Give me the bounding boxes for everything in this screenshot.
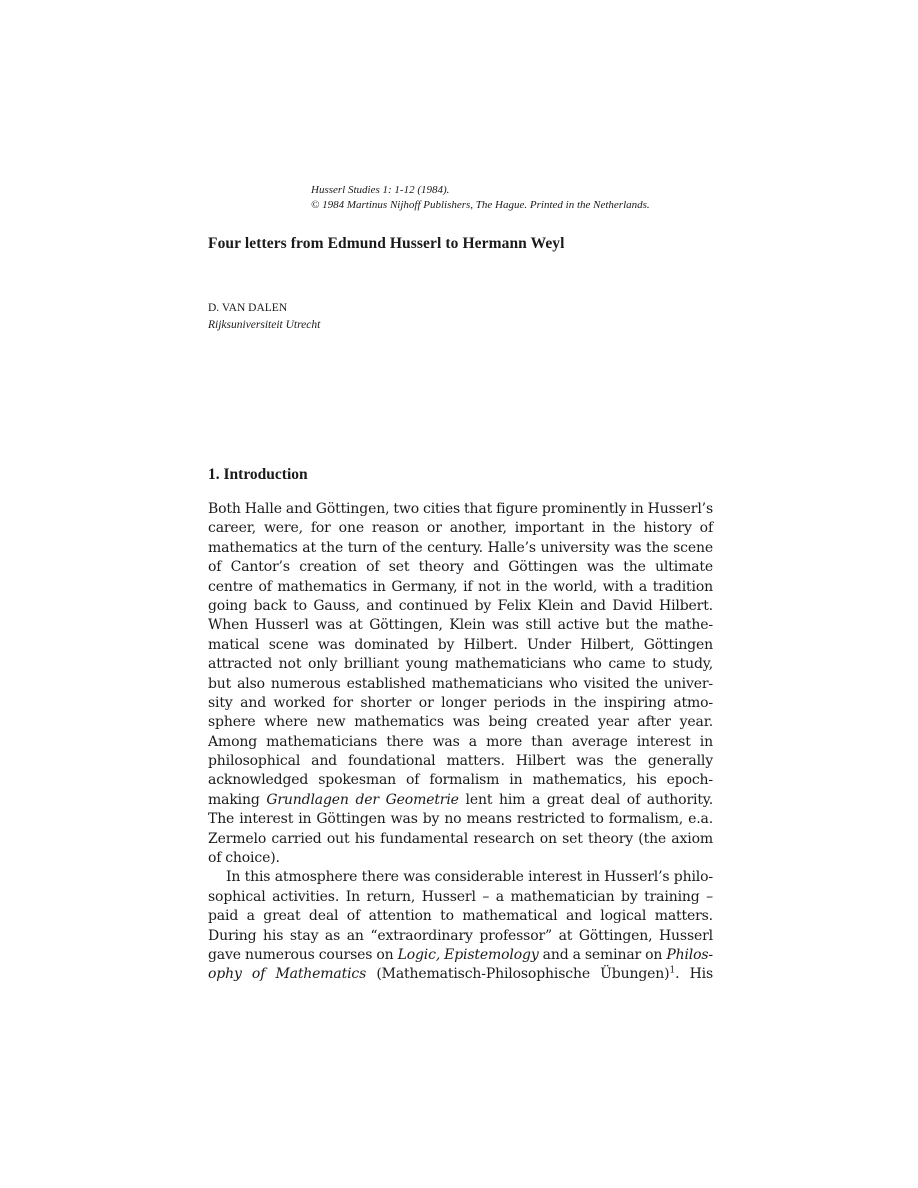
text-line [208, 946, 713, 965]
text-line: mathematics at the turn of the century. Halle’s university was the scene [208, 539, 713, 556]
text-line: sity and worked for shorter or longer periods in the inspiring atmo- [208, 694, 713, 711]
text-line: Both Halle and Göttingen, two cities that figure prominently in Husserl’s [208, 501, 713, 517]
text-fragment: making [208, 791, 267, 808]
text-fragment: . His [675, 966, 713, 983]
text-line: of choice). [208, 850, 280, 867]
book-title: Grundlagen der Geometrie [266, 791, 459, 808]
article-title: Four letters from Edmund Husserl to Hermann Weyl [208, 235, 565, 252]
author-name: D. VAN DALEN [208, 302, 288, 314]
text-line: philosophical and foundational matters. Hilbert was the generally [208, 753, 713, 770]
text-line: Zermelo carried out his fundamental research on set theory (the axiom [208, 830, 713, 847]
text-fragment: lent him a great deal of authority. [458, 791, 713, 808]
journal-line: Husserl Studies 1: 1-12 (1984). [311, 184, 450, 196]
text-line: centre of mathematics in Germany, if not in the world, with a tradition [208, 578, 713, 595]
text-line: but also numerous established mathematicians who visited the univer- [208, 675, 713, 692]
text-line: going back to Gauss, and continued by Felix Klein and David Hilbert. [208, 597, 713, 614]
text-line: During his stay as an “extraordinary professor” at Göttingen, Husserl [208, 927, 713, 944]
text-line: sphere where new mathematics was being created year after year. [208, 714, 713, 731]
journal-citation [311, 183, 650, 213]
author-affiliation: Rijksuniversiteit Utrecht [208, 319, 321, 331]
text-line [208, 791, 713, 810]
text-line: matical scene was dominated by Hilbert. Under Hilbert, Göttingen [208, 636, 713, 653]
text-line: paid a great deal of attention to mathematical and logical matters. [208, 908, 713, 925]
section-heading: 1. Introduction [208, 466, 308, 483]
course-title: Philos- [666, 946, 713, 963]
copyright-line: © 1984 Martinus Nijhoff Publishers, The Hague. Printed in the Netherlands. [311, 199, 650, 211]
text-line: attracted not only brilliant young mathematicians who came to study, [208, 656, 713, 673]
text-fragment: gave numerous courses on [208, 946, 398, 963]
text-fragment: and a seminar on [538, 946, 667, 963]
course-title: Logic, Epistemology [397, 946, 539, 963]
footnote-marker[interactable]: 1 [669, 965, 676, 976]
text-line: In this atmosphere there was considerable interest in Husserl’s philo- [226, 869, 713, 886]
body-text [208, 500, 713, 985]
text-line: Among mathematicians there was a more than average interest in [208, 733, 713, 750]
text-line: sophical activities. In return, Husserl – a mathematician by training – [208, 888, 713, 905]
text-line: When Husserl was at Göttingen, Klein was still active but the mathe- [208, 617, 713, 634]
text-line: career, were, for one reason or another, important in the history of [208, 520, 713, 537]
text-line: acknowledged spokesman of formalism in mathematics, his epoch- [208, 772, 713, 789]
text-line: The interest in Göttingen was by no means restricted to formalism, e.a. [208, 811, 713, 828]
text-line: of Cantor’s creation of set theory and Göttingen was the ultimate [208, 559, 713, 576]
course-title: ophy of Mathematics [208, 966, 367, 983]
text-fragment: (Mathematisch-Philosophische Übungen) [366, 966, 670, 983]
text-line [208, 965, 713, 984]
author-block [208, 300, 320, 334]
